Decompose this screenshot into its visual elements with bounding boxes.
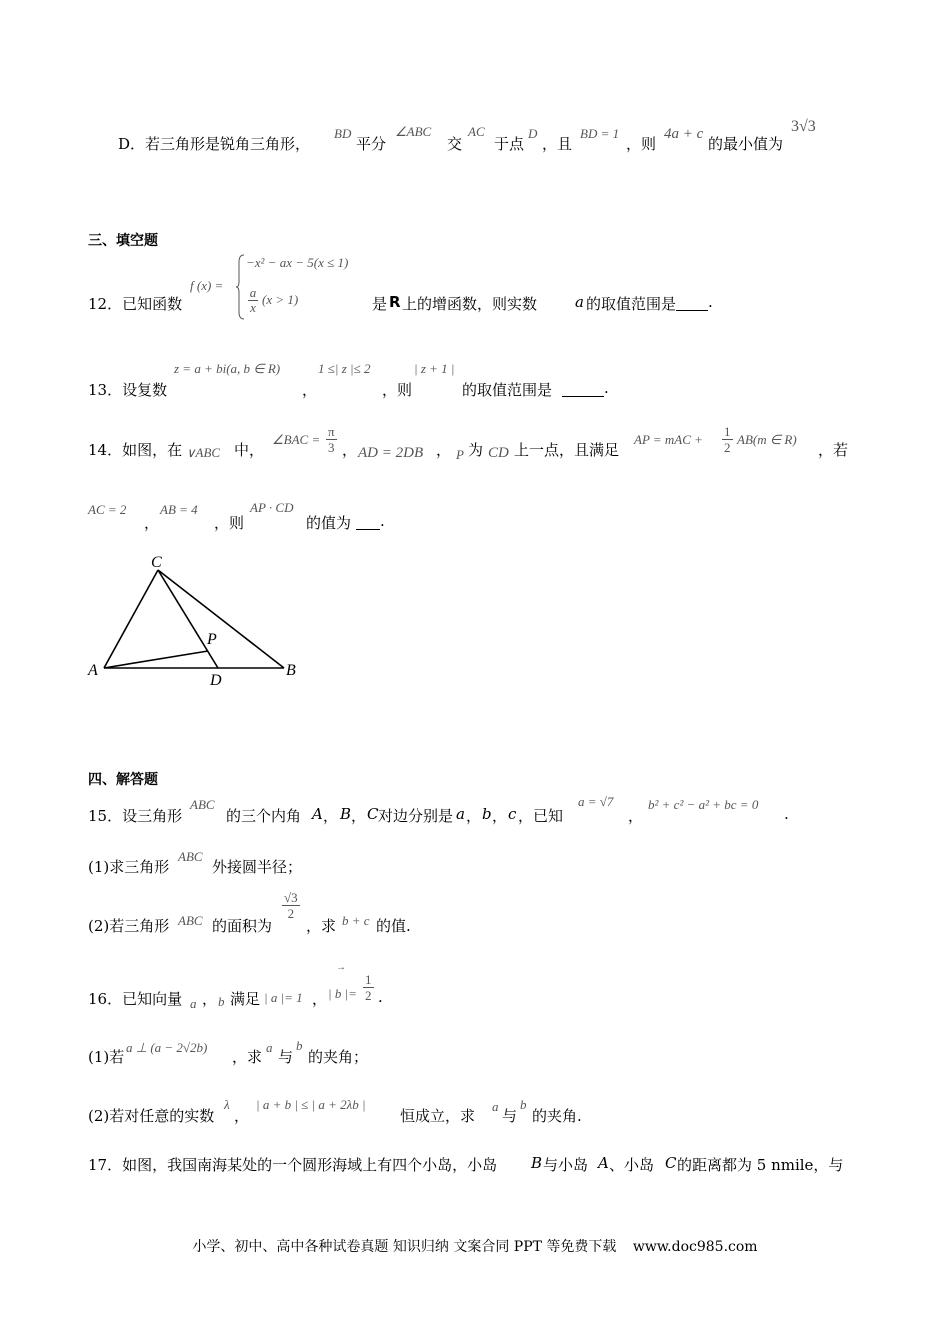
q17-text-3: 、小岛 (609, 1156, 655, 1174)
text: ， (234, 1107, 250, 1125)
math-A: A (598, 1154, 609, 1172)
text: ， (342, 441, 358, 459)
math-R: R (389, 293, 401, 311)
label-p: P (207, 631, 217, 648)
q16-part1-pre: (1)若 (88, 1048, 125, 1066)
segment-ap (104, 651, 208, 668)
math-ap-expr: AP = mAC + (634, 432, 703, 447)
text: . (380, 512, 385, 530)
text: 满足 (230, 990, 261, 1008)
text: 的夹角. (532, 1107, 582, 1125)
math-p: P (456, 447, 464, 462)
option-d-label: D．若三角形是锐角三角形， (118, 135, 311, 153)
fraction-num: 1 (365, 972, 372, 987)
math-vec-b: b (520, 1097, 527, 1112)
footer-url[interactable]: www.doc985.com (632, 1239, 758, 1255)
segment-cb (158, 570, 284, 668)
math-case-2-fraction (248, 286, 258, 315)
text: . (784, 805, 789, 823)
fraction-num: a (249, 285, 257, 300)
math-ab-m-in-r: AB(m ∈ R) (737, 432, 797, 447)
math-ad-eq-2db: AD = 2DB (358, 445, 424, 461)
math-vec-b: b (218, 994, 225, 1009)
text: . (378, 988, 383, 1006)
text: ， (144, 514, 160, 532)
math-c: c (508, 805, 517, 823)
text: 对边分别是 (378, 807, 454, 825)
text: ，求 (232, 1048, 263, 1066)
fraction-sqrt3-over-2 (282, 890, 300, 921)
text: ，则 (214, 514, 245, 532)
text: 平分 (356, 135, 387, 153)
math-C: C (665, 1154, 677, 1172)
math-norm-b: | b |= (328, 986, 357, 1001)
text: ， (302, 381, 318, 399)
answer-blank (562, 382, 604, 397)
math-a: a (575, 293, 584, 311)
math-B: B (340, 805, 352, 823)
text: 为 (468, 441, 484, 459)
text: ， (436, 441, 452, 459)
text: . (604, 379, 609, 397)
text: 的取值范围是 (462, 381, 553, 399)
text: ，则 (626, 135, 657, 153)
fraction-num: √3 (284, 890, 298, 905)
math-norm-a: | a |= 1 (264, 990, 303, 1005)
text: 于点 (494, 135, 525, 153)
text: ， (202, 990, 218, 1008)
text: 的最小值为 (708, 135, 784, 153)
answer-blank (356, 515, 380, 530)
label-a: A (88, 662, 98, 679)
math-bd: BD (334, 126, 352, 141)
text: ， (628, 807, 644, 825)
label-c: C (151, 554, 162, 571)
math-d: D (528, 126, 538, 141)
text: 上的增函数，则实数 (402, 295, 538, 313)
math-C: C (367, 805, 379, 823)
text: ， (323, 807, 339, 825)
math-abc: ABC (190, 797, 215, 812)
q15-part1-pre: (1)求三角形 (88, 858, 170, 876)
text: 的值. (376, 917, 411, 935)
q17-text-2: 与小岛 (543, 1156, 589, 1174)
fraction-den: x (250, 300, 256, 315)
triangle-figure (84, 548, 314, 690)
fraction-num: π (328, 424, 335, 439)
text: 的面积为 (212, 917, 273, 935)
answer-blank (676, 296, 708, 311)
label-b: B (286, 662, 296, 679)
text: ， (466, 807, 482, 825)
math-A: A (312, 805, 323, 823)
text: 的值为 (306, 514, 352, 532)
fraction-num: 1 (724, 424, 731, 439)
q16-part2-pre: (2)若对任意的实数 (88, 1107, 215, 1125)
q16-number: 16．已知向量 (88, 990, 183, 1008)
math-abc: ABC (178, 849, 203, 864)
math-ap-dot-cd: AP · CD (250, 500, 294, 515)
text: 是 (372, 295, 388, 313)
math-ab-eq-4: AB = 4 (160, 502, 198, 517)
math-vec-a: a (492, 1099, 499, 1114)
q17-text-4: 的距离都为 5 nmile，与 (677, 1156, 844, 1174)
math-ac-eq-2: AC = 2 (88, 502, 127, 517)
text: ， (492, 807, 508, 825)
math-ac: AC (468, 124, 485, 139)
text: 与 (502, 1107, 518, 1125)
text: ，已知 (518, 807, 564, 825)
math-case-2-cond: (x > 1) (262, 292, 299, 307)
math-angle-abc: ∠ABC (395, 124, 432, 139)
q15-part2-pre: (2)若三角形 (88, 917, 170, 935)
q13-number: 13．设复数 (88, 381, 168, 399)
fraction-den: 3 (328, 440, 335, 455)
vector-arrow-icon: → (336, 962, 346, 973)
q12-number: 12．已知函数 (88, 295, 183, 313)
math-vec-b: b (296, 1038, 303, 1053)
math-b-plus-c: b + c (342, 913, 370, 928)
text: 的夹角； (308, 1048, 369, 1066)
text: 与 (278, 1048, 294, 1066)
fraction-den: 2 (724, 440, 731, 455)
math-eq2: b² + c² − a² + bc = 0 (648, 797, 759, 812)
math-a: a (456, 805, 465, 823)
text: 的三个内角 (226, 807, 302, 825)
q14-number: 14．如图，在 (88, 441, 183, 459)
math-b: b (482, 805, 492, 823)
math-cd: CD (488, 445, 509, 461)
footer-text: 小学、初中、高中各种试卷真题 知识归纳 文案合同 PPT 等免费下载 (192, 1239, 617, 1255)
text: 上一点，且满足 (514, 441, 620, 459)
fraction-one-half (722, 424, 733, 455)
math-inequality: | a + b | ≤ | a + 2λb | (256, 1097, 366, 1112)
q15-part1-post: 外接圆半径； (212, 858, 303, 876)
fraction-den: 2 (365, 988, 372, 1003)
q17-text-1: 17．如图，我国南海某处的一个圆形海域上有四个小岛，小岛 (88, 1156, 498, 1174)
text: ， (312, 990, 328, 1008)
fraction-one-half (363, 972, 374, 1003)
text: 中， (234, 441, 265, 459)
text: ，求 (306, 917, 337, 935)
math-perp-cond: a ⊥ (a − 2√2b) (126, 1040, 208, 1055)
math-z: z = a + bi(a, b ∈ R) (174, 361, 281, 376)
label-d: D (210, 672, 222, 689)
math-cond: 1 ≤| z |≤ 2 (318, 361, 371, 376)
segment-ac (104, 570, 158, 668)
segment-cd (158, 570, 218, 668)
math-4a-plus-c: 4a + c (664, 126, 704, 142)
math-bd-eq-1: BD = 1 (580, 126, 620, 141)
text: ，若 (818, 441, 849, 459)
math-vec-a: a (266, 1040, 273, 1055)
math-a-eq-sqrt7: a = √7 (578, 794, 614, 809)
math-fx: f (x) = (190, 278, 224, 293)
fraction-pi-over-3 (326, 424, 337, 455)
text: 恒成立，求 (400, 1107, 476, 1125)
math-triangle-abc: ∨ABC (186, 445, 221, 460)
page-footer (0, 1236, 950, 1256)
fraction-den: 2 (287, 906, 295, 921)
math-abs-z-plus-1: | z + 1 | (414, 361, 455, 376)
math-abc: ABC (178, 913, 203, 928)
text: ，则 (382, 381, 413, 399)
q15-number: 15．设三角形 (88, 807, 183, 825)
math-angle-bac: ∠BAC = (272, 432, 321, 447)
text: 交 (447, 135, 463, 153)
section-heading-solutions: 四、解答题 (88, 772, 158, 788)
text: ，且 (542, 135, 573, 153)
text: 的取值范围是 (586, 295, 677, 313)
math-case-1: −x² − ax − 5(x ≤ 1) (246, 255, 349, 270)
math-vec-a: a (190, 996, 197, 1011)
section-heading-fill-in: 三、填空题 (88, 233, 158, 249)
text: ， (351, 807, 367, 825)
text: . (708, 293, 713, 311)
brace-icon (236, 254, 246, 320)
math-B: B (531, 1154, 543, 1172)
math-answer: 3√3 (791, 118, 816, 135)
math-lambda: λ (224, 1097, 230, 1112)
